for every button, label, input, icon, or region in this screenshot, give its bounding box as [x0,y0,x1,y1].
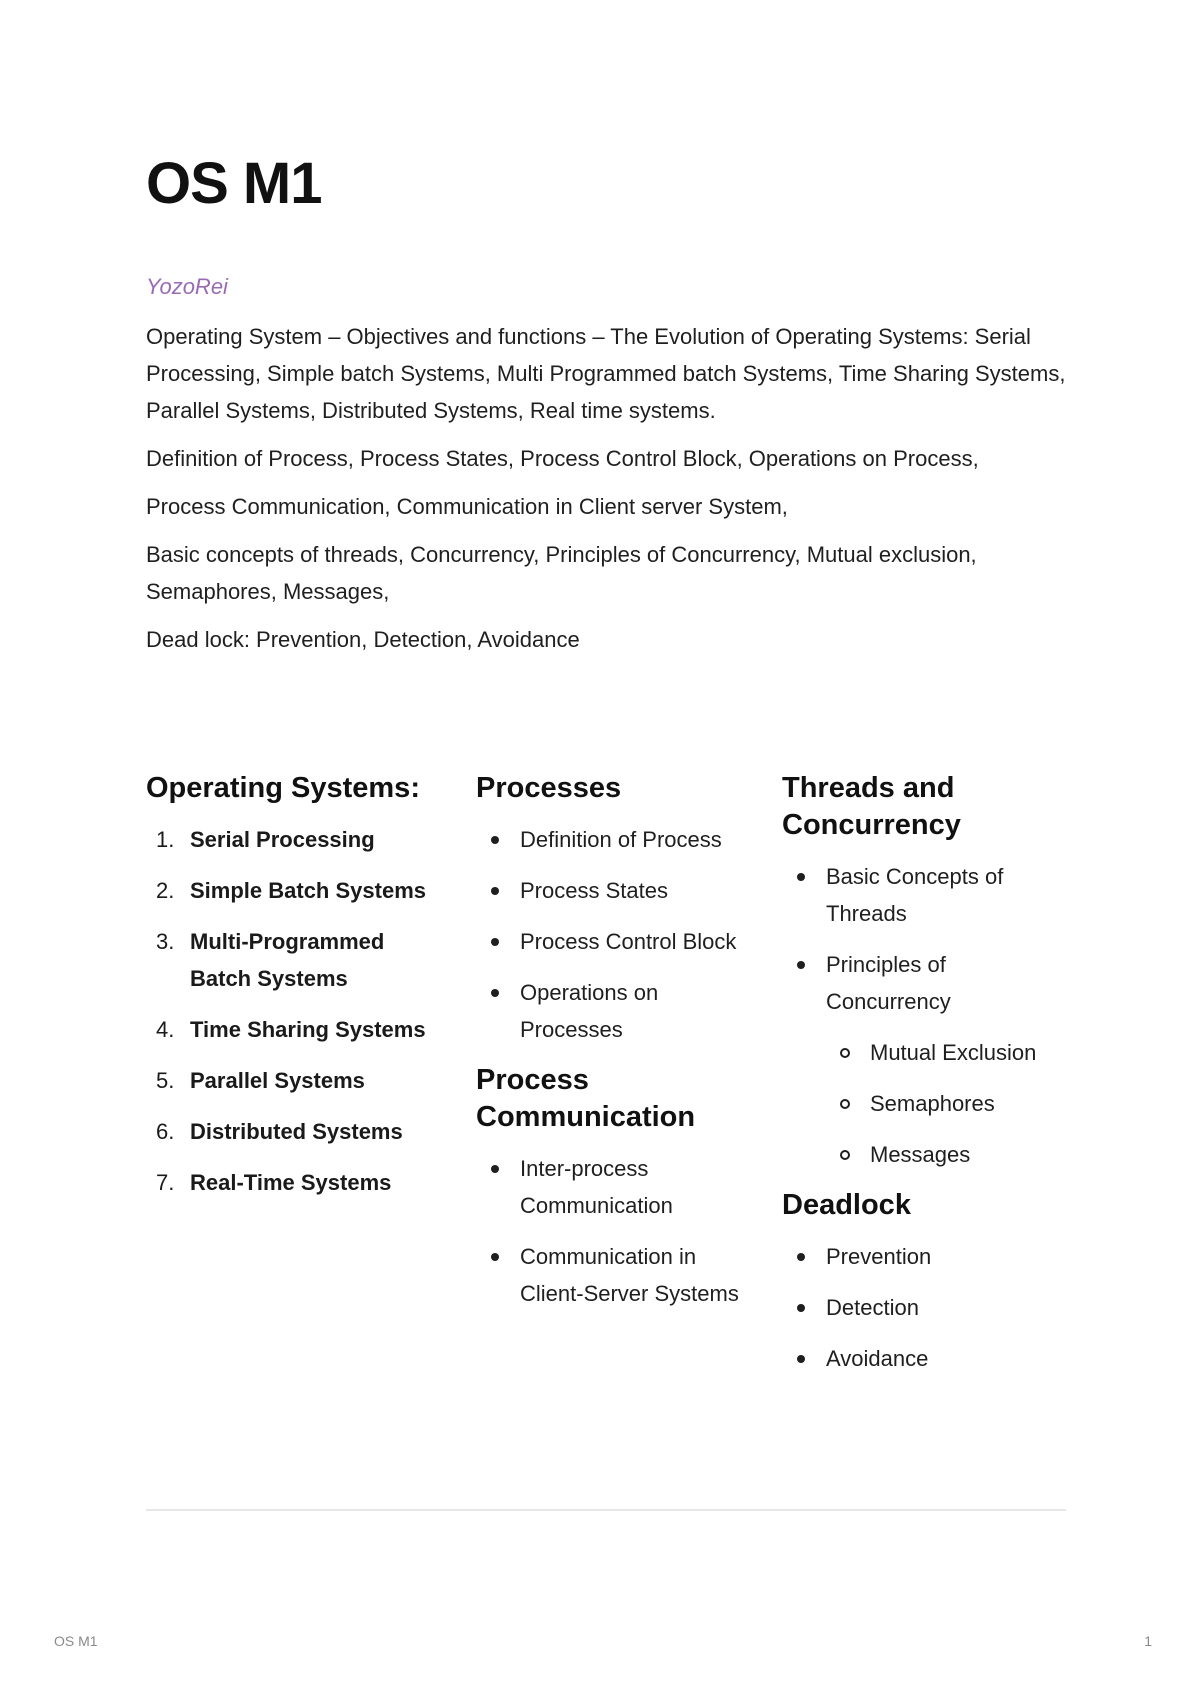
heading-process-communication: Process Communication [476,1064,696,1133]
bullet-icon [491,938,499,946]
list-item [782,946,1066,1173]
bulleted-list [476,821,746,1048]
heading-operating-systems: Operating Systems: [146,772,420,804]
item-label: Prevention [826,1244,932,1269]
intro-paragraph-2: Definition of Process, Process States, Process Control Block, Operations on Process, [146,446,979,471]
list-item [146,1011,436,1048]
hollow-bullet-icon [840,1099,850,1109]
list-item [476,1238,746,1312]
item-label: Basic Concepts of Threads [826,864,1004,926]
hollow-bullet-icon [840,1150,850,1160]
list-item [476,821,746,858]
item-label: Multi-Programmed Batch Systems [190,929,385,991]
bullet-icon [491,887,499,895]
item-number: 2. [156,878,175,903]
column-operating-systems [146,770,436,1215]
item-label: Communication in Client-Server Systems [520,1244,739,1306]
item-label: Messages [870,1142,971,1167]
item-label: Real-Time Systems [190,1170,392,1195]
bullet-icon [797,1304,805,1312]
heading-threads-concurrency: Threads and Concurrency [782,772,961,841]
item-label: Mutual Exclusion [870,1040,1037,1065]
list-item [826,1136,1066,1173]
bullet-icon [491,836,499,844]
item-label: Parallel Systems [190,1068,365,1093]
bulleted-list [782,1238,1066,1377]
list-item [476,923,746,960]
item-number: 3. [156,929,175,954]
author-name: YozoRei [146,274,228,299]
bullet-icon [491,1165,499,1173]
item-label: Distributed Systems [190,1119,403,1144]
list-item [146,1062,436,1099]
intro-section [146,318,1066,669]
heading-processes: Processes [476,772,622,804]
item-number: 5. [156,1068,175,1093]
list-item [782,1289,1066,1326]
item-number: 6. [156,1119,175,1144]
bullet-icon [797,961,805,969]
page-title: OS M1 [146,151,322,216]
bullet-icon [797,1253,805,1261]
intro-paragraph-1: Operating System – Objectives and functions – The Evolution of Operating Systems: Serial Processing, Simple batch Systems, Multi Programmed batch Systems, Time Sharing Systems, Parallel Systems, Distributed Systems, Real time systems. [146,324,1066,423]
bullet-icon [491,989,499,997]
list-item [826,1085,1066,1122]
item-label: Process Control Block [520,929,737,954]
item-label: Process States [520,878,668,903]
item-label: Inter-process Communication [520,1156,673,1218]
item-label: Principles of Concurrency [826,952,951,1014]
item-label: Definition of Process [520,827,722,852]
list-item [782,1238,1066,1275]
item-label: Semaphores [870,1091,995,1116]
item-number: 4. [156,1017,175,1042]
list-item [146,821,436,858]
bullet-icon [491,1253,499,1261]
list-item [146,923,436,997]
item-number: 7. [156,1170,175,1195]
list-item [782,1340,1066,1377]
column-processes [476,770,746,1326]
list-item [476,872,746,909]
item-label: Serial Processing [190,827,375,852]
item-label: Simple Batch Systems [190,878,426,903]
list-item [476,1150,746,1224]
divider [146,1509,1066,1511]
list-item [476,974,746,1048]
intro-paragraph-5: Dead lock: Prevention, Detection, Avoidance [146,627,580,652]
item-number: 1. [156,827,175,852]
list-item [146,872,436,909]
bulleted-list [782,858,1066,1173]
list-item [782,858,1066,932]
item-label: Operations on Processes [520,980,659,1042]
page-number: 1 [1144,1633,1152,1649]
list-item [146,1113,436,1150]
hollow-bullet-icon [840,1048,850,1058]
column-threads [782,770,1066,1391]
heading-deadlock: Deadlock [782,1189,911,1221]
bullet-icon [797,873,805,881]
nested-list [826,1034,1066,1173]
footer-title: OS M1 [54,1633,98,1649]
bullet-icon [797,1355,805,1363]
list-item [146,1164,436,1201]
item-label: Avoidance [826,1346,929,1371]
intro-paragraph-4: Basic concepts of threads, Concurrency, Principles of Concurrency, Mutual exclusion, Semaphores, Messages, [146,542,977,604]
bulleted-list [476,1150,746,1312]
item-label: Detection [826,1295,919,1320]
item-label: Time Sharing Systems [190,1017,426,1042]
list-item [826,1034,1066,1071]
numbered-list [146,821,436,1201]
intro-paragraph-3: Process Communication, Communication in Client server System, [146,494,788,519]
